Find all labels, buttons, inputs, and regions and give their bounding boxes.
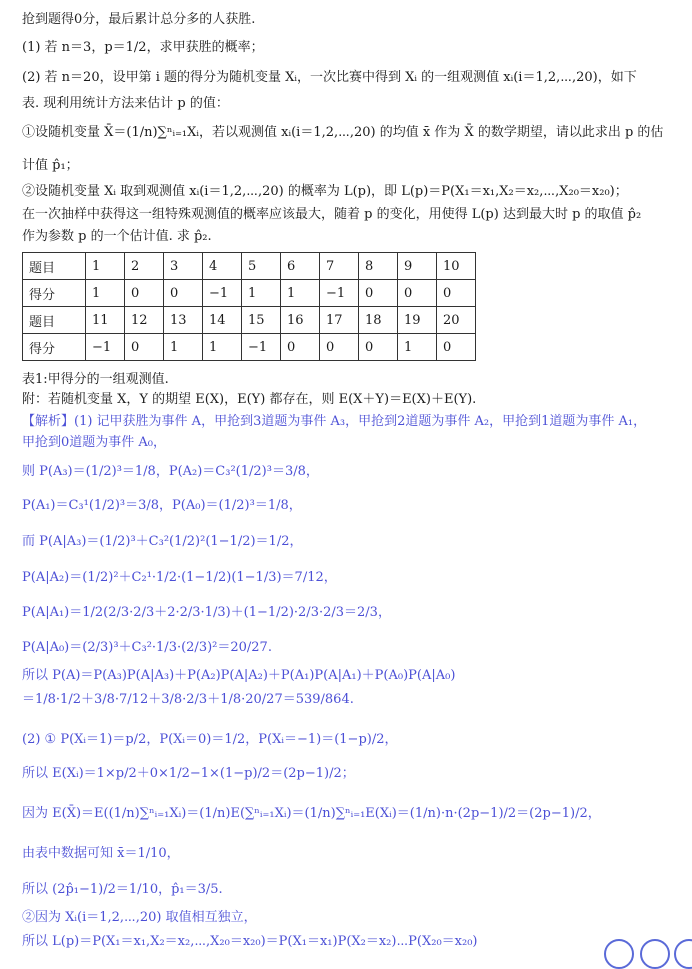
table-cell: 1 — [281, 280, 320, 307]
solution-line-17: 所以 L(p)＝P(X₁＝x₁,X₂＝x₂,⋯,X₂₀＝x₂₀)＝P(X₁＝x₁)P(X₂＝x₂)⋯P(X₂₀＝x₂₀) — [22, 934, 478, 949]
decorative-circle — [604, 939, 634, 969]
problem-part-2: (2) 若 n＝20，设甲第 i 题的得分为随机变量 Xᵢ，一次比赛中得到 Xᵢ 的一组观测值 xᵢ(i＝1,2,⋯,20)，如下 — [22, 70, 637, 85]
solution-line-5: 而 P(A|A₃)＝(1/2)³＋C₃²(1/2)²(1−1/2)＝1/2， — [22, 534, 303, 549]
table-cell: 0 — [164, 280, 203, 307]
table-cell: 17 — [320, 307, 359, 334]
table-cell: 1 — [203, 334, 242, 361]
table-cell: −1 — [203, 280, 242, 307]
solution-line-7: P(A|A₁)＝1/2(2/3·2/3＋2·2/3·1/3)＋(1−1/2)·2/3·2/3＝2/3， — [22, 605, 391, 620]
table-header-cell: 得分 — [23, 334, 86, 361]
appendix-note: 附：若随机变量 X，Y 的期望 E(X)，E(Y) 都存在，则 E(X＋Y)＝E(X)＋E(Y). — [22, 392, 477, 407]
problem-line-9: 作为参数 p 的一个估计值. 求 p̂₂. — [22, 229, 212, 244]
table-cell: 1 — [242, 280, 281, 307]
problem-line-4: 表. 现利用统计方法来估计 p 的值： — [22, 96, 229, 111]
problem-subpart-2: ②设随机变量 Xᵢ 取到观测值 xᵢ(i＝1,2,⋯,20) 的概率为 L(p)，即 L(p)＝P(X₁＝x₁,X₂＝x₂,⋯,X₂₀＝x₂₀)； — [22, 184, 628, 199]
problem-line-8: 在一次抽样中获得这一组特殊观测值的概率应该最大，随着 p 的变化，用使得 L(p) 达到最大时 p 的取值 p̂₂ — [22, 207, 642, 222]
table-cell: −1 — [86, 334, 125, 361]
solution-line-16: ②因为 Xᵢ(i＝1,2,⋯,20) 取值相互独立， — [22, 910, 257, 925]
solution-line-2: 甲抢到0道题为事件 A₀， — [22, 435, 167, 450]
table-cell: 4 — [203, 253, 242, 280]
solution-line-13: 因为 E(X̄)＝E((1/n)∑ⁿᵢ₌₁Xᵢ)＝(1/n)E(∑ⁿᵢ₌₁Xᵢ)＝(1/n)∑ⁿᵢ₌₁E(Xᵢ)＝(1/n)·n·(2p−1)/2＝(2p−1)/2， — [22, 806, 601, 821]
solution-line-11: (2) ① P(Xᵢ＝1)＝p/2，P(Xᵢ＝0)＝1/2，P(Xᵢ＝−1)＝(1−p)/2， — [22, 732, 398, 747]
table-row — [23, 253, 476, 280]
table-cell: 8 — [359, 253, 398, 280]
table-cell: 0 — [125, 334, 164, 361]
table-cell: 6 — [281, 253, 320, 280]
table-cell: 15 — [242, 307, 281, 334]
table-cell: 18 — [359, 307, 398, 334]
solution-line-1: 【解析】(1) 记甲获胜为事件 A，甲抢到3道题为事件 A₃，甲抢到2道题为事件 A₂，甲抢到1道题为事件 A₁， — [22, 414, 647, 429]
solution-line-10: ＝1/8·1/2＋3/8·7/12＋3/8·2/3＋1/8·20/27＝539/864. — [22, 692, 354, 707]
problem-line-1: 抢到题得0分，最后累计总分多的人获胜. — [22, 12, 256, 27]
table-cell: 0 — [437, 280, 476, 307]
table-cell: −1 — [320, 280, 359, 307]
table-cell: 3 — [164, 253, 203, 280]
problem-line-6: 计值 p̂₁； — [22, 158, 79, 173]
table-row — [23, 334, 476, 361]
decorative-circle — [640, 939, 670, 969]
table-cell: 16 — [281, 307, 320, 334]
table-cell: 13 — [164, 307, 203, 334]
table-cell: 9 — [398, 253, 437, 280]
table-row — [23, 280, 476, 307]
table-row — [23, 307, 476, 334]
table-cell: 1 — [86, 280, 125, 307]
decorative-circle — [674, 939, 692, 969]
solution-line-8: P(A|A₀)＝(2/3)³＋C₃²·1/3·(2/3)²＝20/27. — [22, 640, 272, 655]
table-cell: 0 — [320, 334, 359, 361]
table-cell: −1 — [242, 334, 281, 361]
table-cell: 12 — [125, 307, 164, 334]
table-cell: 0 — [437, 334, 476, 361]
table-cell: 5 — [242, 253, 281, 280]
table-cell: 20 — [437, 307, 476, 334]
table-cell: 1 — [86, 253, 125, 280]
table-cell: 1 — [164, 334, 203, 361]
table-cell: 11 — [86, 307, 125, 334]
table-cell: 14 — [203, 307, 242, 334]
solution-line-12: 所以 E(Xᵢ)＝1×p/2＋0×1/2−1×(1−p)/2＝(2p−1)/2； — [22, 766, 355, 781]
table-caption: 表1:甲得分的一组观测值. — [22, 372, 169, 387]
table-cell: 10 — [437, 253, 476, 280]
table-cell: 1 — [398, 334, 437, 361]
solution-line-6: P(A|A₂)＝(1/2)²＋C₂¹·1/2·(1−1/2)(1−1/3)＝7/12， — [22, 570, 337, 585]
table-cell: 0 — [125, 280, 164, 307]
solution-line-4: P(A₁)＝C₃¹(1/2)³＝3/8，P(A₀)＝(1/2)³＝1/8， — [22, 498, 302, 513]
table-cell: 7 — [320, 253, 359, 280]
table-cell: 2 — [125, 253, 164, 280]
table-header-cell: 题目 — [23, 253, 86, 280]
solution-line-3: 则 P(A₃)＝(1/2)³＝1/8，P(A₂)＝C₃²(1/2)³＝3/8， — [22, 464, 319, 479]
problem-part-1: (1) 若 n＝3，p＝1/2，求甲获胜的概率； — [22, 40, 264, 55]
observation-table — [22, 252, 476, 361]
table-header-cell: 得分 — [23, 280, 86, 307]
solution-line-14: 由表中数据可知 x̄＝1/10， — [22, 846, 180, 861]
table-cell: 0 — [398, 280, 437, 307]
table-cell: 0 — [281, 334, 320, 361]
solution-line-15: 所以 (2p̂₁−1)/2＝1/10，p̂₁＝3/5. — [22, 882, 223, 897]
table-cell: 0 — [359, 334, 398, 361]
solution-line-9: 所以 P(A)＝P(A₃)P(A|A₃)＋P(A₂)P(A|A₂)＋P(A₁)P(A|A₁)＋P(A₀)P(A|A₀) — [22, 668, 456, 683]
problem-subpart-1: ①设随机变量 X̄＝(1/n)∑ⁿᵢ₌₁Xᵢ，若以观测值 xᵢ(i＝1,2,⋯,20) 的均值 x̄ 作为 X̄ 的数学期望，请以此求出 p 的估 — [22, 125, 664, 140]
table-cell: 19 — [398, 307, 437, 334]
table-header-cell: 题目 — [23, 307, 86, 334]
table-cell: 0 — [359, 280, 398, 307]
